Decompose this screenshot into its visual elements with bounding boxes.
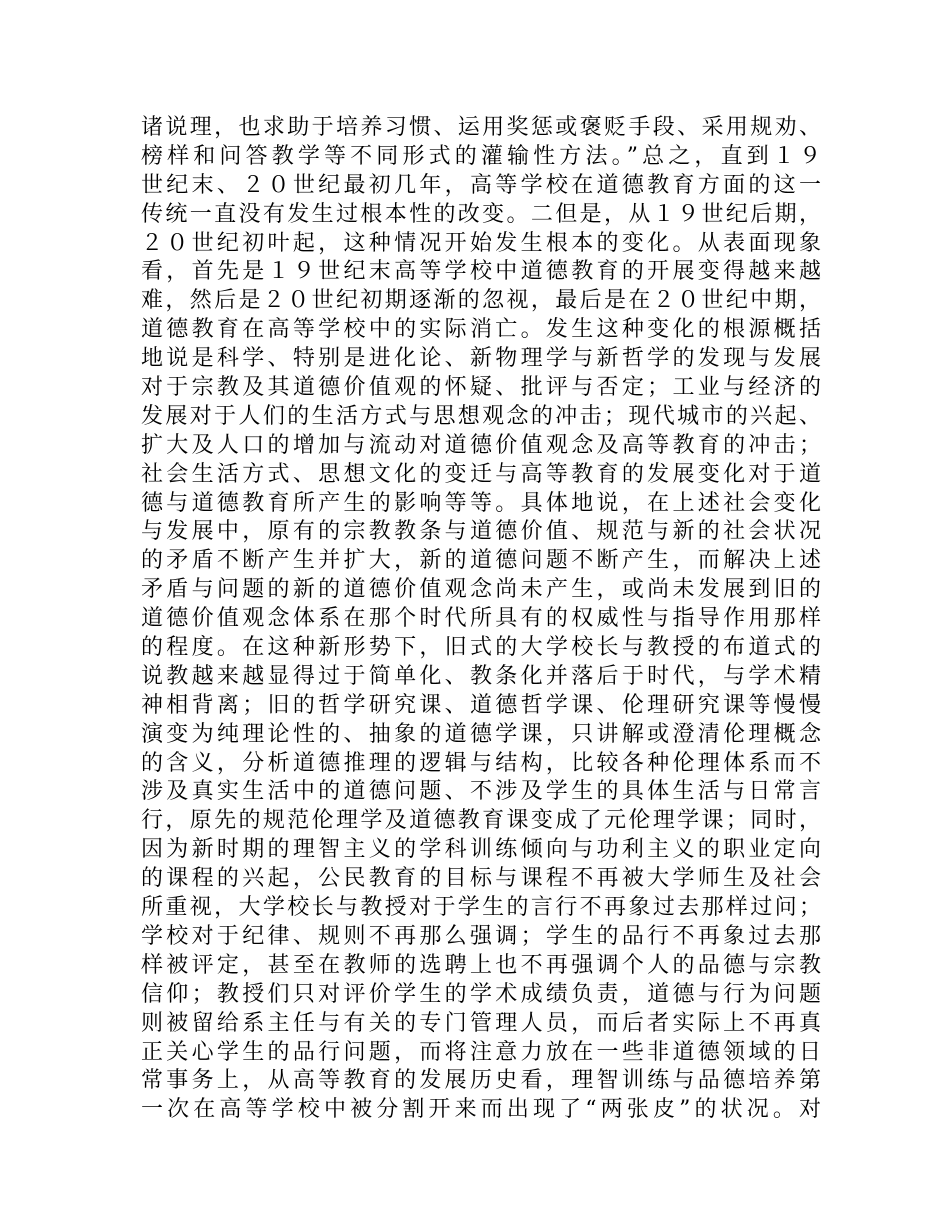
text-line: ２０世纪初叶起，这种情况开始发生根本的变化。从表面现象 bbox=[141, 230, 821, 256]
text-line: 所重视，大学校长与教授对于学生的言行不再象过去那样过问； bbox=[141, 895, 821, 921]
text-line: 常事务上，从高等教育的发展历史看，理智训练与品德培养第 bbox=[141, 1068, 821, 1094]
text-line: 行，原先的规范伦理学及道德教育课变成了元伦理学课；同时， bbox=[141, 808, 821, 834]
text-line: 看，首先是１９世纪末高等学校中道德教育的开展变得越来越 bbox=[141, 259, 821, 285]
text-line: 传统一直没有发生过根本性的改变。二但是，从１９世纪后期， bbox=[141, 201, 821, 227]
text-line: 信仰；教授们只对评价学生的学术成绩负责，道德与行为问题 bbox=[141, 981, 821, 1007]
text-line: 正关心学生的品行问题，而将注意力放在一些非道德领域的日 bbox=[141, 1039, 821, 1065]
text-line: 说教越来越显得过于简单化、教条化并落后于时代，与学术精 bbox=[141, 663, 821, 689]
text-line: 的程度。在这种新形势下，旧式的大学校长与教授的布道式的 bbox=[141, 635, 821, 661]
text-line: 样被评定，甚至在教师的选聘上也不再强调个人的品德与宗教 bbox=[141, 952, 821, 978]
text-line: 一次在高等学校中被分割开来而出现了“两张皮”的状况。对 bbox=[141, 1097, 821, 1123]
text-line: 地说是科学、特别是进化论、新物理学与新哲学的发现与发展 bbox=[141, 346, 821, 372]
text-line: 榜样和问答教学等不同形式的灌输性方法。”总之，直到１９ bbox=[141, 143, 821, 169]
text-line: 的课程的兴起，公民教育的目标与课程不再被大学师生及社会 bbox=[141, 866, 821, 892]
text-line: 涉及真实生活中的道德问题、不涉及学生的具体生活与日常言 bbox=[141, 779, 821, 805]
text-line: 的含义，分析道德推理的逻辑与结构，比较各种伦理体系而不 bbox=[141, 750, 821, 776]
text-line: 世纪末、２０世纪最初几年，高等学校在道德教育方面的这一 bbox=[141, 172, 821, 198]
text-line: 演变为纯理论性的、抽象的道德学课，只讲解或澄清伦理概念 bbox=[141, 721, 821, 747]
text-line: 学校对于纪律、规则不再那么强调；学生的品行不再象过去那 bbox=[141, 923, 821, 949]
text-line: 扩大及人口的增加与流动对道德价值观念及高等教育的冲击； bbox=[141, 432, 821, 458]
text-line: 社会生活方式、思想文化的变迁与高等教育的发展变化对于道 bbox=[141, 461, 821, 487]
text-line: 因为新时期的理智主义的学科训练倾向与功利主义的职业定向 bbox=[141, 837, 821, 863]
body-text bbox=[141, 114, 821, 1125]
text-line: 矛盾与问题的新的道德价值观念尚未产生，或尚未发展到旧的 bbox=[141, 577, 821, 603]
text-line: 诸说理，也求助于培养习惯、运用奖惩或褒贬手段、采用规劝、 bbox=[141, 115, 821, 140]
text-line: 神相背离；旧的哲学研究课、道德哲学课、伦理研究课等慢慢 bbox=[141, 692, 821, 718]
text-line: 道德教育在高等学校中的实际消亡。发生这种变化的根源概括 bbox=[141, 317, 821, 343]
text-line: 难，然后是２０世纪初期逐渐的忽视，最后是在２０世纪中期， bbox=[141, 288, 821, 314]
text-line: 道德价值观念体系在那个时代所具有的权威性与指导作用那样 bbox=[141, 606, 821, 632]
text-line: 德与道德教育所产生的影响等等。具体地说，在上述社会变化 bbox=[141, 490, 821, 516]
text-line: 发展对于人们的生活方式与思想观念的冲击；现代城市的兴起、 bbox=[141, 403, 821, 429]
text-line: 对于宗教及其道德价值观的怀疑、批评与否定；工业与经济的 bbox=[141, 375, 821, 401]
text-line: 与发展中，原有的宗教教条与道德价值、规范与新的社会状况 bbox=[141, 519, 821, 545]
text-line: 的矛盾不断产生并扩大，新的道德问题不断产生，而解决上述 bbox=[141, 548, 821, 574]
text-line: 则被留给系主任与有关的专门管理人员，而后者实际上不再真 bbox=[141, 1010, 821, 1036]
